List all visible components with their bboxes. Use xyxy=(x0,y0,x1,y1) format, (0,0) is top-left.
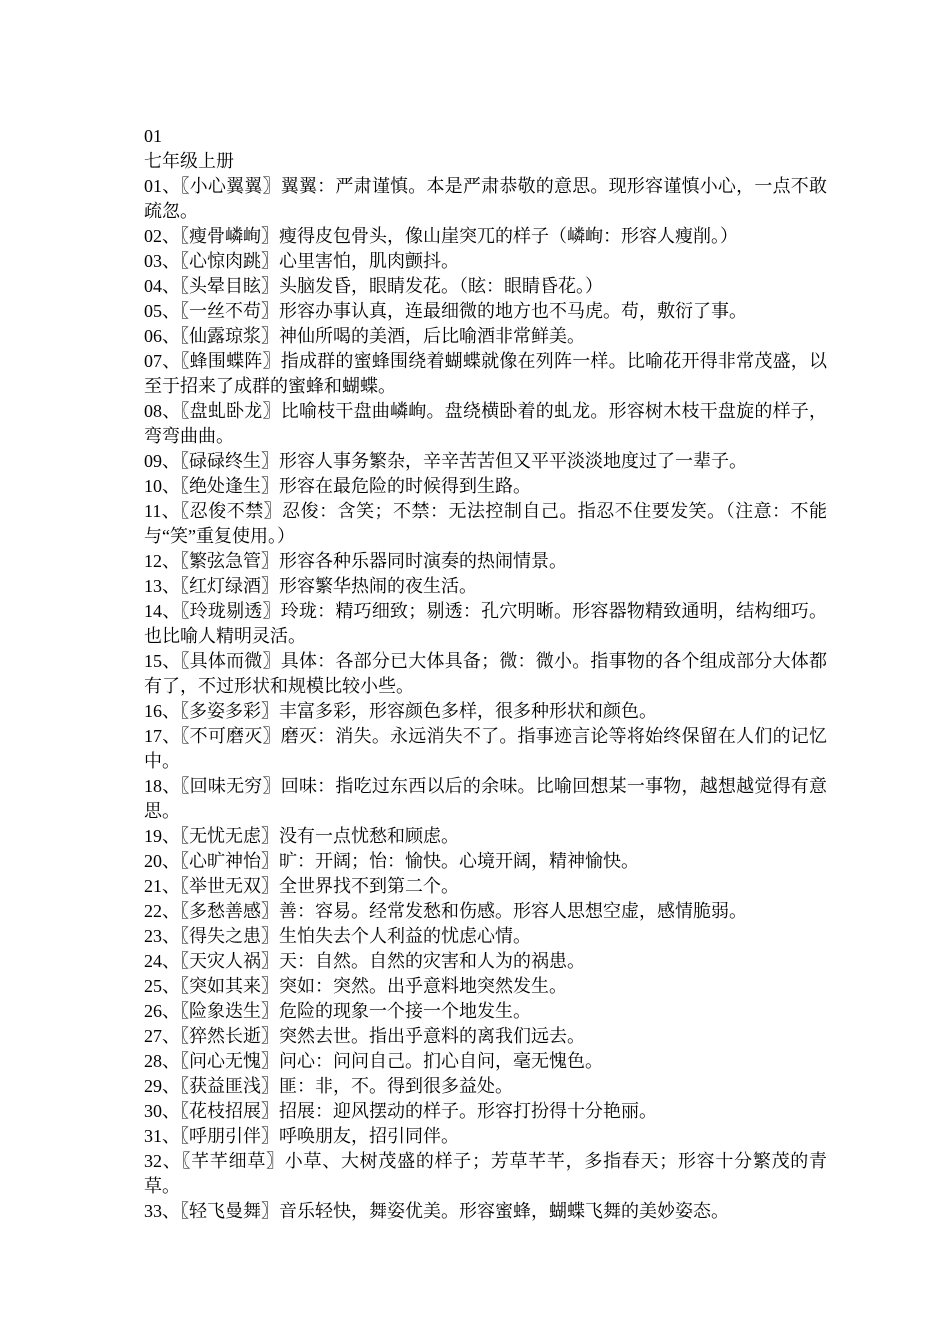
entry-term: 〖具体而微〗 xyxy=(180,651,281,671)
idiom-entry xyxy=(144,649,827,699)
entry-term: 〖芊芊细草〗 xyxy=(181,1151,285,1171)
entry-term: 〖心旷神怡〗 xyxy=(180,851,279,871)
entry-definition: 磨灭：消失。永远消失不了。指事迹言论等将始终保留在人们的记忆中。 xyxy=(144,726,828,771)
entry-definition: 形容繁华热闹的夜生活。 xyxy=(279,576,477,596)
entry-definition: 回味：指吃过东西以后的余味。比喻回想某一事物，越想越觉得有意思。 xyxy=(144,776,828,821)
entry-number: 13、 xyxy=(144,576,180,596)
entry-definition: 丰富多彩，形容颜色多样，很多种形状和颜色。 xyxy=(279,701,657,721)
entry-definition: 忍俊：含笑；不禁：无法控制自己。指忍不住要发笑。（注意：不能与“笑”重复使用。） xyxy=(144,501,828,546)
entry-number: 21、 xyxy=(144,876,180,896)
entry-term: 〖无忧无虑〗 xyxy=(180,826,279,846)
entry-term: 〖蜂围蝶阵〗 xyxy=(180,351,281,371)
entry-definition: 形容人事务繁杂，辛辛苦苦但又平平淡淡地度过了一辈子。 xyxy=(279,451,747,471)
entry-definition: 突然去世。指出乎意料的离我们远去。 xyxy=(279,1026,585,1046)
entry-term: 〖仙露琼浆〗 xyxy=(180,326,279,346)
entry-term: 〖心惊肉跳〗 xyxy=(180,251,279,271)
entry-number: 24、 xyxy=(144,951,180,971)
entry-definition: 玲珑：精巧细致；剔透：孔穴明晰。形容器物精致通明，结构细巧。也比喻人精明灵活。 xyxy=(144,601,828,646)
entry-number: 32、 xyxy=(144,1151,182,1171)
idiom-entry xyxy=(144,874,827,899)
idiom-entry xyxy=(144,724,827,774)
entry-number: 04、 xyxy=(144,276,180,296)
idiom-entry xyxy=(144,599,827,649)
entry-number: 01、 xyxy=(144,176,181,196)
idiom-entry xyxy=(144,1074,827,1099)
entry-definition: 突如：突然。出乎意料地突然发生。 xyxy=(279,976,567,996)
entry-number: 25、 xyxy=(144,976,180,996)
entry-number: 10、 xyxy=(144,476,180,496)
entry-number: 22、 xyxy=(144,901,180,921)
entry-term: 〖获益匪浅〗 xyxy=(180,1076,279,1096)
entry-term: 〖繁弦急管〗 xyxy=(180,551,279,571)
idiom-entry xyxy=(144,549,827,574)
grade-title: 七年级上册 xyxy=(144,151,234,171)
entry-term: 〖险象迭生〗 xyxy=(180,1001,279,1021)
entry-definition: 翼翼：严肃谨慎。本是严肃恭敬的意思。现形容谨慎小心，一点不敢疏忽。 xyxy=(144,176,828,221)
entry-term: 〖小心翼翼〗 xyxy=(180,176,281,196)
entry-definition: 瘦得皮包骨头，像山崖突兀的样子（嶙峋：形容人瘦削。） xyxy=(279,226,738,246)
entry-number: 07、 xyxy=(144,351,181,371)
idiom-entry xyxy=(144,274,827,299)
idiom-entry xyxy=(144,174,827,224)
entry-term: 〖花枝招展〗 xyxy=(180,1101,279,1121)
entry-definition: 没有一点忧愁和顾虑。 xyxy=(279,826,459,846)
idiom-entry xyxy=(144,299,827,324)
entry-definition: 问心：问问自己。扪心自问，毫无愧色。 xyxy=(279,1051,603,1071)
entry-number: 02、 xyxy=(144,226,180,246)
entry-term: 〖瘦骨嶙峋〗 xyxy=(180,226,279,246)
entry-definition: 匪：非，不。得到很多益处。 xyxy=(279,1076,513,1096)
entry-definition: 招展：迎风摆动的样子。形容打扮得十分艳丽。 xyxy=(279,1101,657,1121)
entry-definition: 善：容易。经常发愁和伤感。形容人思想空虚，感情脆弱。 xyxy=(279,901,747,921)
idiom-entry xyxy=(144,774,827,824)
idiom-list xyxy=(144,174,827,1224)
entry-definition: 天：自然。自然的灾害和人为的祸患。 xyxy=(279,951,585,971)
entry-definition: 旷：开阔；怡：愉快。心境开阔，精神愉快。 xyxy=(279,851,639,871)
entry-term: 〖轻飞曼舞〗 xyxy=(180,1201,279,1221)
entry-definition: 音乐轻快，舞姿优美。形容蜜蜂，蝴蝶飞舞的美妙姿态。 xyxy=(279,1201,729,1221)
entry-number: 23、 xyxy=(144,926,180,946)
entry-term: 〖问心无愧〗 xyxy=(180,1051,279,1071)
idiom-entry xyxy=(144,824,827,849)
entry-number: 33、 xyxy=(144,1201,180,1221)
entry-number: 11、 xyxy=(144,501,181,521)
entry-term: 〖多姿多彩〗 xyxy=(180,701,279,721)
idiom-entry xyxy=(144,474,827,499)
idiom-entry xyxy=(144,999,827,1024)
idiom-entry xyxy=(144,1149,827,1199)
entry-number: 16、 xyxy=(144,701,180,721)
entry-term: 〖忍俊不禁〗 xyxy=(180,501,283,521)
idiom-entry xyxy=(144,324,827,349)
entry-term: 〖得失之患〗 xyxy=(180,926,279,946)
entry-number: 09、 xyxy=(144,451,180,471)
idiom-entry xyxy=(144,974,827,999)
idiom-entry xyxy=(144,949,827,974)
idiom-entry xyxy=(144,1124,827,1149)
entry-term: 〖头晕目眩〗 xyxy=(180,276,279,296)
entry-definition: 形容在最危险的时候得到生路。 xyxy=(279,476,531,496)
entry-number: 19、 xyxy=(144,826,180,846)
entry-number: 30、 xyxy=(144,1101,180,1121)
entry-term: 〖猝然长逝〗 xyxy=(180,1026,279,1046)
idiom-entry xyxy=(144,349,827,399)
idiom-entry xyxy=(144,249,827,274)
idiom-entry xyxy=(144,1099,827,1124)
entry-definition: 形容各种乐器同时演奏的热闹情景。 xyxy=(279,551,567,571)
entry-definition: 生怕失去个人利益的忧虑心情。 xyxy=(279,926,531,946)
entry-term: 〖举世无双〗 xyxy=(180,876,279,896)
entry-number: 03、 xyxy=(144,251,180,271)
idiom-entry xyxy=(144,1024,827,1049)
entry-definition: 具体：各部分已大体具备；微：微小。指事物的各个组成部分大体都有了，不过形状和规模比较小些。 xyxy=(144,651,828,696)
idiom-entry xyxy=(144,1049,827,1074)
entry-number: 15、 xyxy=(144,651,181,671)
entry-definition: 比喻枝干盘曲嶙峋。盘绕横卧着的虬龙。形容树木枝干盘旋的样子，弯弯曲曲。 xyxy=(144,401,828,446)
idiom-entry xyxy=(144,449,827,474)
idiom-entry xyxy=(144,924,827,949)
entry-term: 〖盘虬卧龙〗 xyxy=(180,401,281,421)
entry-term: 〖碌碌终生〗 xyxy=(180,451,279,471)
entry-definition: 危险的现象一个接一个地发生。 xyxy=(279,1001,531,1021)
entry-term: 〖玲珑剔透〗 xyxy=(180,601,281,621)
entry-definition: 呼唤朋友，招引同伴。 xyxy=(279,1126,459,1146)
entry-definition: 全世界找不到第二个。 xyxy=(279,876,459,896)
entry-number: 26、 xyxy=(144,1001,180,1021)
section-number: 01 xyxy=(144,126,162,146)
entry-definition: 神仙所喝的美酒，后比喻酒非常鲜美。 xyxy=(279,326,585,346)
entry-number: 18、 xyxy=(144,776,181,796)
idiom-entry xyxy=(144,849,827,874)
entry-term: 〖红灯绿酒〗 xyxy=(180,576,279,596)
document-page xyxy=(144,124,827,1224)
entry-number: 29、 xyxy=(144,1076,180,1096)
idiom-entry xyxy=(144,574,827,599)
entry-term: 〖呼朋引伴〗 xyxy=(180,1126,279,1146)
entry-term: 〖多愁善感〗 xyxy=(180,901,279,921)
entry-number: 06、 xyxy=(144,326,180,346)
entry-number: 14、 xyxy=(144,601,181,621)
entry-number: 28、 xyxy=(144,1051,180,1071)
entry-term: 〖突如其来〗 xyxy=(180,976,279,996)
entry-number: 31、 xyxy=(144,1126,180,1146)
idiom-entry xyxy=(144,899,827,924)
entry-number: 17、 xyxy=(144,726,181,746)
entry-term: 〖一丝不苟〗 xyxy=(180,301,279,321)
entry-term: 〖回味无穷〗 xyxy=(180,776,281,796)
entry-term: 〖绝处逢生〗 xyxy=(180,476,279,496)
idiom-entry xyxy=(144,224,827,249)
entry-term: 〖天灾人祸〗 xyxy=(180,951,279,971)
entry-number: 12、 xyxy=(144,551,180,571)
entry-definition: 小草、大树茂盛的样子；芳草芊芊，多指春天；形容十分繁茂的青草。 xyxy=(144,1151,828,1196)
entry-definition: 形容办事认真，连最细微的地方也不马虎。苟，敷衍了事。 xyxy=(279,301,747,321)
idiom-entry xyxy=(144,499,827,549)
entry-definition: 头脑发昏，眼睛发花。（眩：眼睛昏花。） xyxy=(279,276,603,296)
entry-term: 〖不可磨灭〗 xyxy=(180,726,281,746)
entry-definition: 指成群的蜜蜂围绕着蝴蝶就像在列阵一样。比喻花开得非常茂盛，以至于招来了成群的蜜蜂和蝴蝶。 xyxy=(144,351,828,396)
entry-number: 05、 xyxy=(144,301,180,321)
idiom-entry xyxy=(144,1199,827,1224)
entry-number: 20、 xyxy=(144,851,180,871)
idiom-entry xyxy=(144,699,827,724)
entry-definition: 心里害怕，肌肉颤抖。 xyxy=(279,251,459,271)
entry-number: 08、 xyxy=(144,401,181,421)
idiom-entry xyxy=(144,399,827,449)
entry-number: 27、 xyxy=(144,1026,180,1046)
